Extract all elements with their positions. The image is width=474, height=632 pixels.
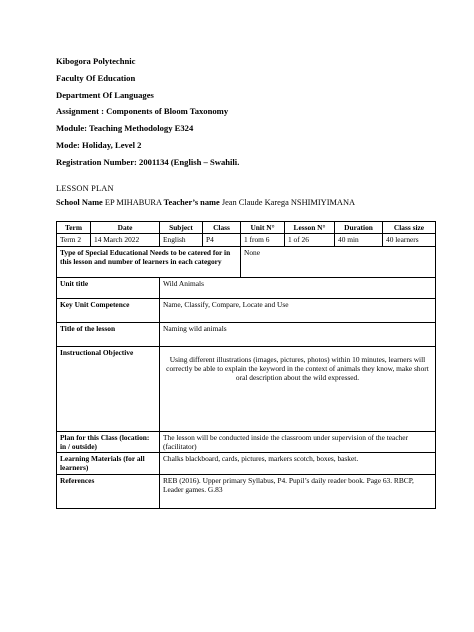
cell-class-size: 40 learners: [383, 234, 436, 246]
col-header-unit: Unit N°: [241, 222, 285, 234]
lesson-plan-title: LESSON PLAN: [56, 184, 114, 193]
lesson-title-value: Naming wild animals: [160, 322, 436, 346]
teacher-label: Teacher’s name: [163, 198, 220, 207]
department-name: Department Of Languages: [56, 90, 154, 100]
col-header-date: Date: [91, 222, 160, 234]
assignment-line: Assignment : Components of Bloom Taxonomy: [56, 106, 229, 116]
competence-label: Key Unit Competence: [57, 298, 160, 322]
references-label: References: [57, 474, 160, 508]
objective-row: [57, 346, 436, 431]
table-row: [57, 234, 436, 246]
sen-label: Type of Special Educational Needs to be catered for in this lesson and number of learners in each category: [57, 246, 241, 277]
cell-unit: 1 from 6: [241, 234, 285, 246]
col-header-class-size: Class size: [383, 222, 436, 234]
lesson-title-row: [57, 322, 436, 346]
mode-line: Mode: Holiday, Level 2: [56, 140, 142, 150]
class-plan-value: The lesson will be conducted inside the classroom under supervision of the teacher (facilitator): [160, 431, 436, 453]
cell-subject: English: [160, 234, 203, 246]
objective-label: Instructional Objective: [57, 346, 160, 431]
faculty-name: Faculty Of Education: [56, 73, 136, 83]
objective-cell: [160, 346, 436, 431]
teacher-value: Jean Claude Karega NSHIMIYIMANA: [221, 198, 356, 207]
materials-row: [57, 453, 436, 475]
col-header-class: Class: [203, 222, 241, 234]
competence-value: Name, Classify, Compare, Locate and Use: [160, 298, 436, 322]
col-header-lesson: Lesson N°: [285, 222, 335, 234]
table-header-row: [57, 222, 436, 234]
references-value: REB (2016). Upper primary Syllabus, P4. Pupil’s daily reader book. Page 63. RBCP, Leader games. G.83: [160, 474, 436, 508]
class-plan-row: [57, 431, 436, 453]
sen-value: None: [241, 246, 436, 277]
references-row: [57, 474, 436, 508]
col-header-subject: Subject: [160, 222, 203, 234]
col-header-duration: Duration: [335, 222, 383, 234]
school-label: School Name: [56, 198, 103, 207]
cell-lesson: 1 of 26: [285, 234, 335, 246]
unit-title-label: Unit title: [57, 277, 160, 298]
materials-label: Learning Materials (for all learners): [57, 453, 160, 475]
school-value: EP MIHABURA: [104, 198, 162, 207]
module-line: Module: Teaching Methodology E324: [56, 123, 194, 133]
cell-term: Term 2: [57, 234, 91, 246]
institution-name: Kibogora Polytechnic: [56, 56, 136, 66]
cell-date: 14 March 2022: [91, 234, 160, 246]
cell-class: P4: [203, 234, 241, 246]
unit-title-value: Wild Animals: [160, 277, 436, 298]
unit-title-row: [57, 277, 436, 298]
class-plan-label: Plan for this Class (location: in / outside): [57, 431, 160, 453]
sen-row: [57, 246, 436, 277]
objective-value: Using different illustrations (images, pictures, photos) within 10 minutes, learners will correctly be able to explain the keyword in the context of animals they know, make short oral description about the wild expressed.: [166, 354, 429, 382]
registration-line: Registration Number: 2001134 (English – Swahili.: [56, 157, 240, 167]
col-header-term: Term: [57, 222, 91, 234]
lesson-plan-table: [56, 221, 436, 509]
school-line: [56, 198, 355, 207]
lesson-title-label: Title of the lesson: [57, 322, 160, 346]
materials-value: Chalks blackboard, cards, pictures, markers scotch, boxes, basket.: [160, 453, 436, 475]
competence-row: [57, 298, 436, 322]
cell-duration: 40 min: [335, 234, 383, 246]
